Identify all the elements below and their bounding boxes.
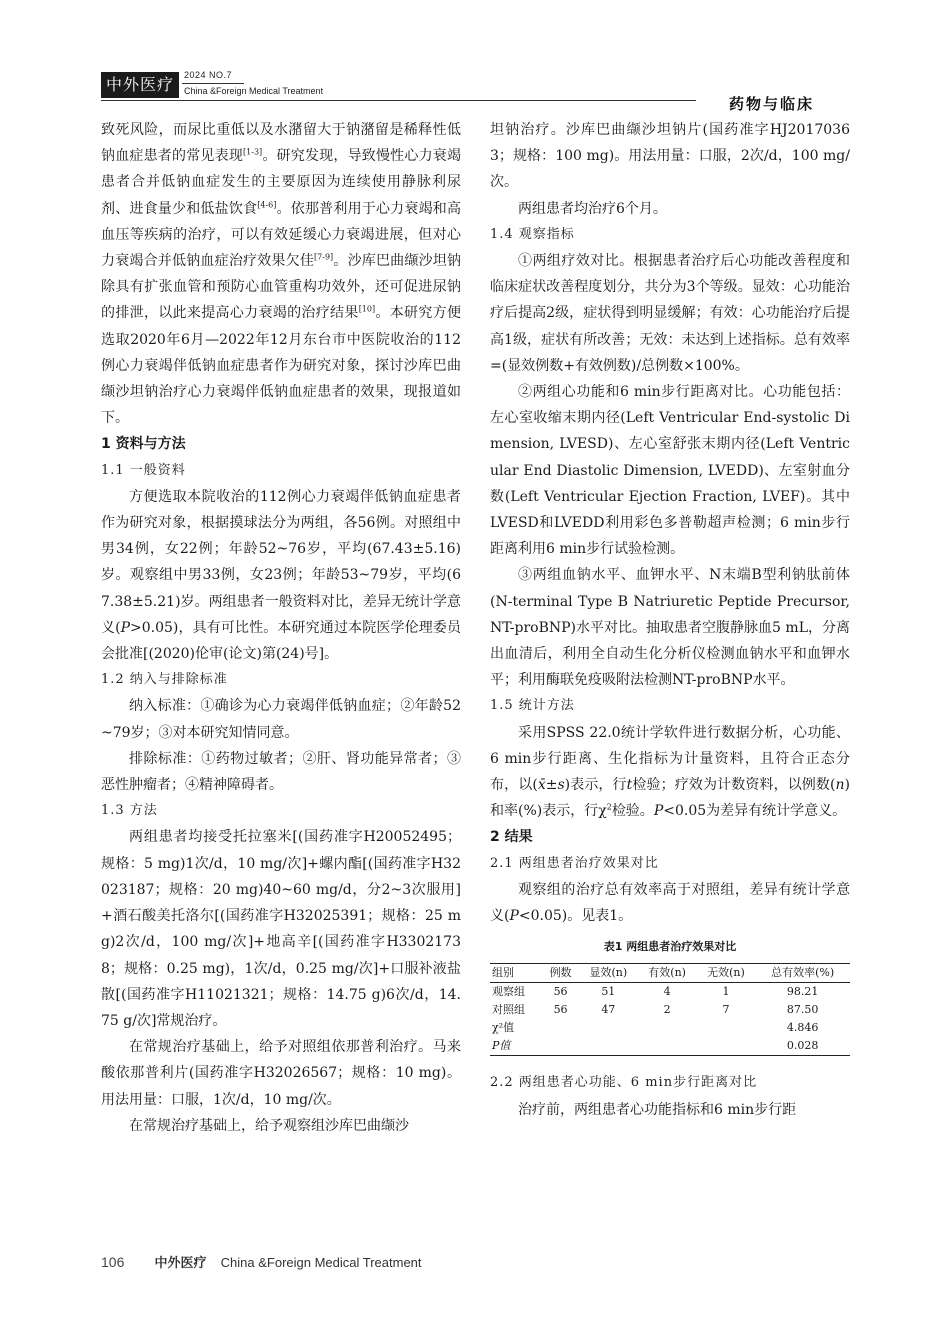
table-cell: 0.028 [786, 1039, 819, 1053]
heading-methods: 1.3 方法 [101, 803, 158, 819]
table-cell: 7 [722, 1003, 730, 1017]
inclusion-criteria: 纳入标准：①确诊为心力衰竭伴低钠血症；②年龄52~79岁；③对本研究知情同意。 [101, 698, 461, 741]
table-cell: 47 [601, 1003, 616, 1017]
table-cell [697, 1037, 756, 1056]
left-column [101, 117, 461, 1139]
issue-number: 2024 NO.7 [184, 70, 233, 80]
table-cell [542, 1037, 579, 1056]
right-column [490, 117, 850, 1123]
table-cell: 对照组 [492, 1003, 525, 1017]
table-header-row [490, 964, 850, 983]
footer-journal-cn: 中外医疗 [154, 1256, 207, 1271]
table-cell: 4.846 [786, 1021, 819, 1035]
section-title: 药物与临床 [728, 95, 814, 113]
blood-level-indicator: ③两组血钠水平、血钾水平、N末端B型利钠肽前体(N-terminal Type B Natriuretic Peptide Precursor, NT-proBNP)水平对比。抽取患者空腹静脉血5 mL，分离出血清后，利用全自动生化分析仪检测血钠水平和血钾水平；利用酶联免疫吸附法检测NT-proBNP水平。 [490, 567, 850, 689]
journal-name-en: China &Foreign Medical Treatment [184, 86, 324, 96]
table-cell: 56 [553, 1003, 568, 1017]
heading-general-data: 1.1 一般资料 [101, 462, 186, 478]
header-rule [101, 100, 696, 101]
table-header-cell: 无效(n) [697, 964, 756, 983]
table-cell: 2 [663, 1003, 671, 1017]
table-title: 表1 两组患者治疗效果对比 [603, 940, 737, 954]
heading-indicators: 1.4 观察指标 [490, 226, 575, 242]
cardiac-function-indicator: ②两组心功能和6 min步行距离对比。心功能包括：左心室收缩末期内径(Left Ventricular End-systolic Dimension, LVESD)、左心室舒张末期内径(Left Ventricular End Diastolic Dimension, LVEDD)、左室射血分数(Left Ventricular Ejection Fraction, LVEF)。其中LVESD和LVEDD利用彩色多普勒超声检测；6 min步行距离利用6 min步行试验检测。 [490, 384, 850, 558]
table-row [490, 983, 850, 1002]
page-number: 106 [101, 1254, 125, 1270]
table-cell [579, 1019, 638, 1037]
table-cell [638, 1019, 697, 1037]
methods-paragraph: 两组患者均接受托拉塞米[(国药准字H20052495；规格：5 mg)1次/d，10 mg/次]+螺内酯[(国药准字H32023187；规格：20 mg)40~60 mg/d，分2~3次服用]+酒石酸美托洛尔[(国药准字H32025391；规格：25 mg)2次/d，100 mg/次]+地高辛[(国药准字H33021738；规格：0.25 mg)，1次/d，0.25 mg/次]+口服补液盐散[(国药准字H11021321；规格：14.75 g)6次/d，14.75 g/次]常规治疗。 [101, 829, 461, 1029]
heading-results: 2 结果 [490, 829, 533, 846]
observation-group-paragraph: 在常规治疗基础上，给予观察组沙库巴曲缬沙 [129, 1117, 409, 1134]
control-group-paragraph: 在常规治疗基础上，给予对照组依那普利治疗。马来酸依那普利片(国药准字H32026567；规格：10 mg)。用法用量：口服，1次/d，10 mg/次。 [101, 1039, 461, 1108]
table-header-cell: 组别 [490, 964, 542, 983]
table-cell [542, 1019, 579, 1037]
footer-journal-en: China &Foreign Medical Treatment [220, 1255, 422, 1270]
efficacy-indicator: ①两组疗效对比。根据患者治疗后心功能改善程度和临床症状改善程度划分，共分为3个等级。显效：心功能治疗后提高2级，症状得到明显缓解；有效：心功能治疗后提高1级，症状有所改善；无效：未达到上述指标。总有效率=(显效例数+有效例数)/总例数×100%。 [490, 253, 850, 374]
table-cell: χ²值 [492, 1021, 515, 1035]
heading-statistics: 1.5 统计方法 [490, 698, 575, 714]
exclusion-criteria: 排除标准：①药物过敏者；②肝、肾功能异常者；③恶性肿瘤者；④精神障碍者。 [101, 750, 461, 794]
table-cell: 观察组 [492, 985, 525, 999]
header-divider-short [182, 83, 244, 84]
table-row [490, 1019, 850, 1037]
table-cell [579, 1037, 638, 1056]
table-cell: 1 [722, 985, 730, 999]
efficacy-result-paragraph: 观察组的治疗总有效率高于对照组，差异有统计学意义(P<0.05)。见表1。 [490, 881, 850, 925]
general-data-paragraph: 方便选取本院收治的112例心力衰竭伴低钠血症患者作为研究对象，根据摸球法分为两组，各56例。对照组中男34例，女22例；年龄52~76岁，平均(67.43±5.16)岁。观察组中男33例，女23例；年龄53~79岁，平均(67.38±5.21)岁。两组患者一般资料对比，差异无统计学意义(P>0.05)，具有可比性。本研究通过本院医学伦理委员会批准[(2020)伦审(论文)第(24)号]。 [101, 488, 461, 663]
citation: [10] [358, 304, 376, 314]
table-cell: P值 [492, 1039, 511, 1053]
page-footer [101, 1252, 422, 1271]
observation-drug-paragraph: 坦钠治疗。沙库巴曲缬沙坦钠片(国药准字HJ20170363；规格：100 mg)。用法用量：口服，2次/d，100 mg/次。 [490, 122, 850, 191]
intro-paragraph: 致死风险，而尿比重低以及水潴留大于钠潴留是稀释性低钠血症患者的常见表现[1-3]。研究发现，导致慢性心力衰竭患者合并低钠血症发生的主要原因为连续使用静脉利尿剂、进食量少和低盐饮食[4-6]。依那普利用于心力衰竭和高血压等疾病的治疗，可以有效延缓心力衰竭进展，但对心力衰竭合并低钠血症治疗效果欠佳[7-9]。沙库巴曲缬沙坦钠除具有扩张血管和预防心血管重构功效外，还可促进尿钠的排泄，以此来提高心力衰竭的治疗结果[10]。本研究方便选取2020年6月—2022年12月东台市中医院收治的112例心力衰竭伴低钠血症患者作为研究对象，探讨沙库巴曲缬沙坦钠治疗心力衰竭伴低钠血症患者的效果，现报道如下。 [101, 122, 462, 427]
table-header-cell: 总有效率(%) [755, 964, 850, 983]
table-header-cell: 例数 [542, 964, 579, 983]
citation: [4-6] [257, 199, 277, 209]
cardiac-result-paragraph: 治疗前，两组患者心功能指标和6 min步行距 [518, 1101, 797, 1118]
table-header-cell: 显效(n) [579, 964, 638, 983]
table-cell [697, 1019, 756, 1037]
table-cell: 56 [553, 985, 568, 999]
citation: [1-3] [243, 147, 263, 157]
table-cell: 4 [663, 985, 671, 999]
table-cell [638, 1037, 697, 1056]
table-cell: 98.21 [786, 985, 819, 999]
citation: [7-9] [314, 252, 334, 262]
heading-materials-methods: 1 资料与方法 [101, 436, 186, 453]
table-cell: 87.50 [786, 1003, 819, 1017]
table-row [490, 1037, 850, 1056]
heading-efficacy-comparison: 2.1 两组患者治疗效果对比 [490, 855, 659, 871]
statistics-paragraph: 采用SPSS 22.0统计学软件进行数据分析，心功能、6 min步行距离、生化指标为计量资料，且符合正态分布，以(x̄±s)表示，行t检验；疗效为计数资料，以例数(n)和率(%)表示，行$\chi^2$检验。P<0.05为差异有统计学意义。 [490, 724, 850, 820]
table-cell: 51 [601, 985, 616, 999]
heading-cardiac-comparison: 2.2 两组患者心功能、6 min步行距离对比 [490, 1075, 758, 1091]
table-header-cell: 有效(n) [638, 964, 697, 983]
heading-criteria: 1.2 纳入与排除标准 [101, 672, 228, 688]
efficacy-table [490, 963, 850, 1056]
duration-paragraph: 两组患者均治疗6个月。 [518, 200, 667, 217]
table-row [490, 1001, 850, 1019]
journal-logo: 中外医疗 [101, 72, 179, 98]
